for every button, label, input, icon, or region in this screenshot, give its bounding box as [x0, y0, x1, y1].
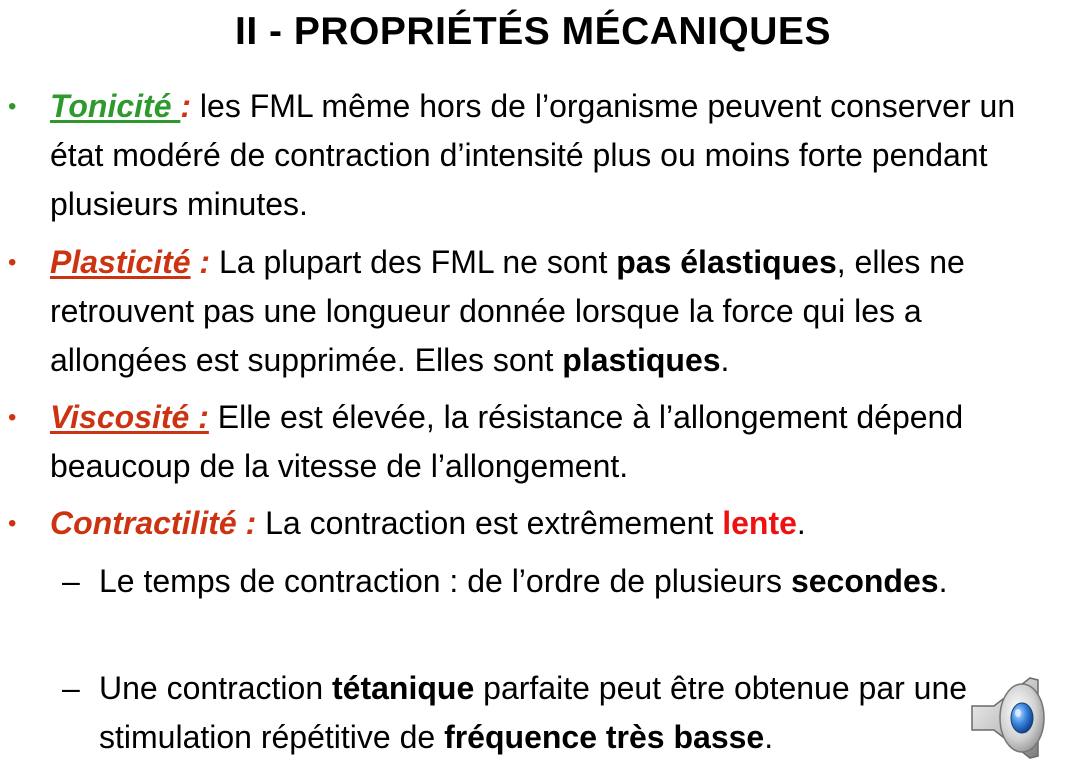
term-contractilite: Contractilité : [50, 505, 257, 541]
bold-text: pas élastiques [616, 244, 837, 280]
bold-text: plastiques [562, 342, 721, 378]
slide-title: II - PROPRIÉTÉS MÉCANIQUES [235, 10, 831, 53]
bullet-marker: • [8, 249, 17, 276]
bullet-marker: • [8, 93, 17, 120]
bold-text: secondes [790, 563, 939, 599]
term-colon: : [190, 244, 211, 280]
dash-marker: – [62, 670, 80, 706]
sub-text: parfaite peut être obtenue par une stimulation répétitive de [99, 670, 968, 755]
bullet-viscosite [8, 393, 1058, 491]
bullet-text: . [720, 342, 730, 378]
term-colon: : [180, 88, 192, 124]
bold-text: tétanique [332, 670, 475, 706]
sub-text: . [938, 563, 948, 599]
subitem-tetanique [62, 664, 1052, 762]
sub-text: Une contraction [99, 670, 333, 706]
bullet-contractilite [8, 499, 1058, 548]
term-tonicite: Tonicité [50, 88, 181, 124]
bullet-text: . [796, 505, 806, 541]
bullet-text: les FML même hors de l’organisme peuvent conserver un état modéré de contraction d’intensité plus ou moins forte pendant plusieurs minutes. [50, 88, 1016, 222]
bullet-text: La plupart des FML ne sont [210, 244, 617, 280]
bullet-plasticite [8, 238, 1058, 385]
bullet-text: , elles ne retrouvent pas une longueur donnée lorsque la force qui les a allongées est supprimée. Elles sont [50, 244, 965, 378]
subitem-temps [62, 557, 1052, 606]
dash-marker: – [62, 563, 80, 599]
bold-text: fréquence très basse [444, 719, 765, 755]
bullet-text: La contraction est extrêmement [256, 505, 723, 541]
bullet-marker: • [8, 510, 17, 537]
bullet-tonicite [8, 82, 1058, 229]
emphasis-text: lente [722, 505, 797, 541]
term-plasticite: Plasticité [50, 244, 191, 280]
bullet-marker: • [8, 404, 17, 431]
sub-text: Le temps de contraction : de l’ordre de plusieurs [99, 563, 791, 599]
bullet-text: Elle est élevée, la résistance à l’allongement dépend beaucoup de la vitesse de l’allongement. [50, 399, 964, 484]
term-viscosite: Viscosité : [50, 399, 209, 435]
speaker-icon[interactable] [968, 672, 1058, 762]
sub-text: . [764, 719, 774, 755]
